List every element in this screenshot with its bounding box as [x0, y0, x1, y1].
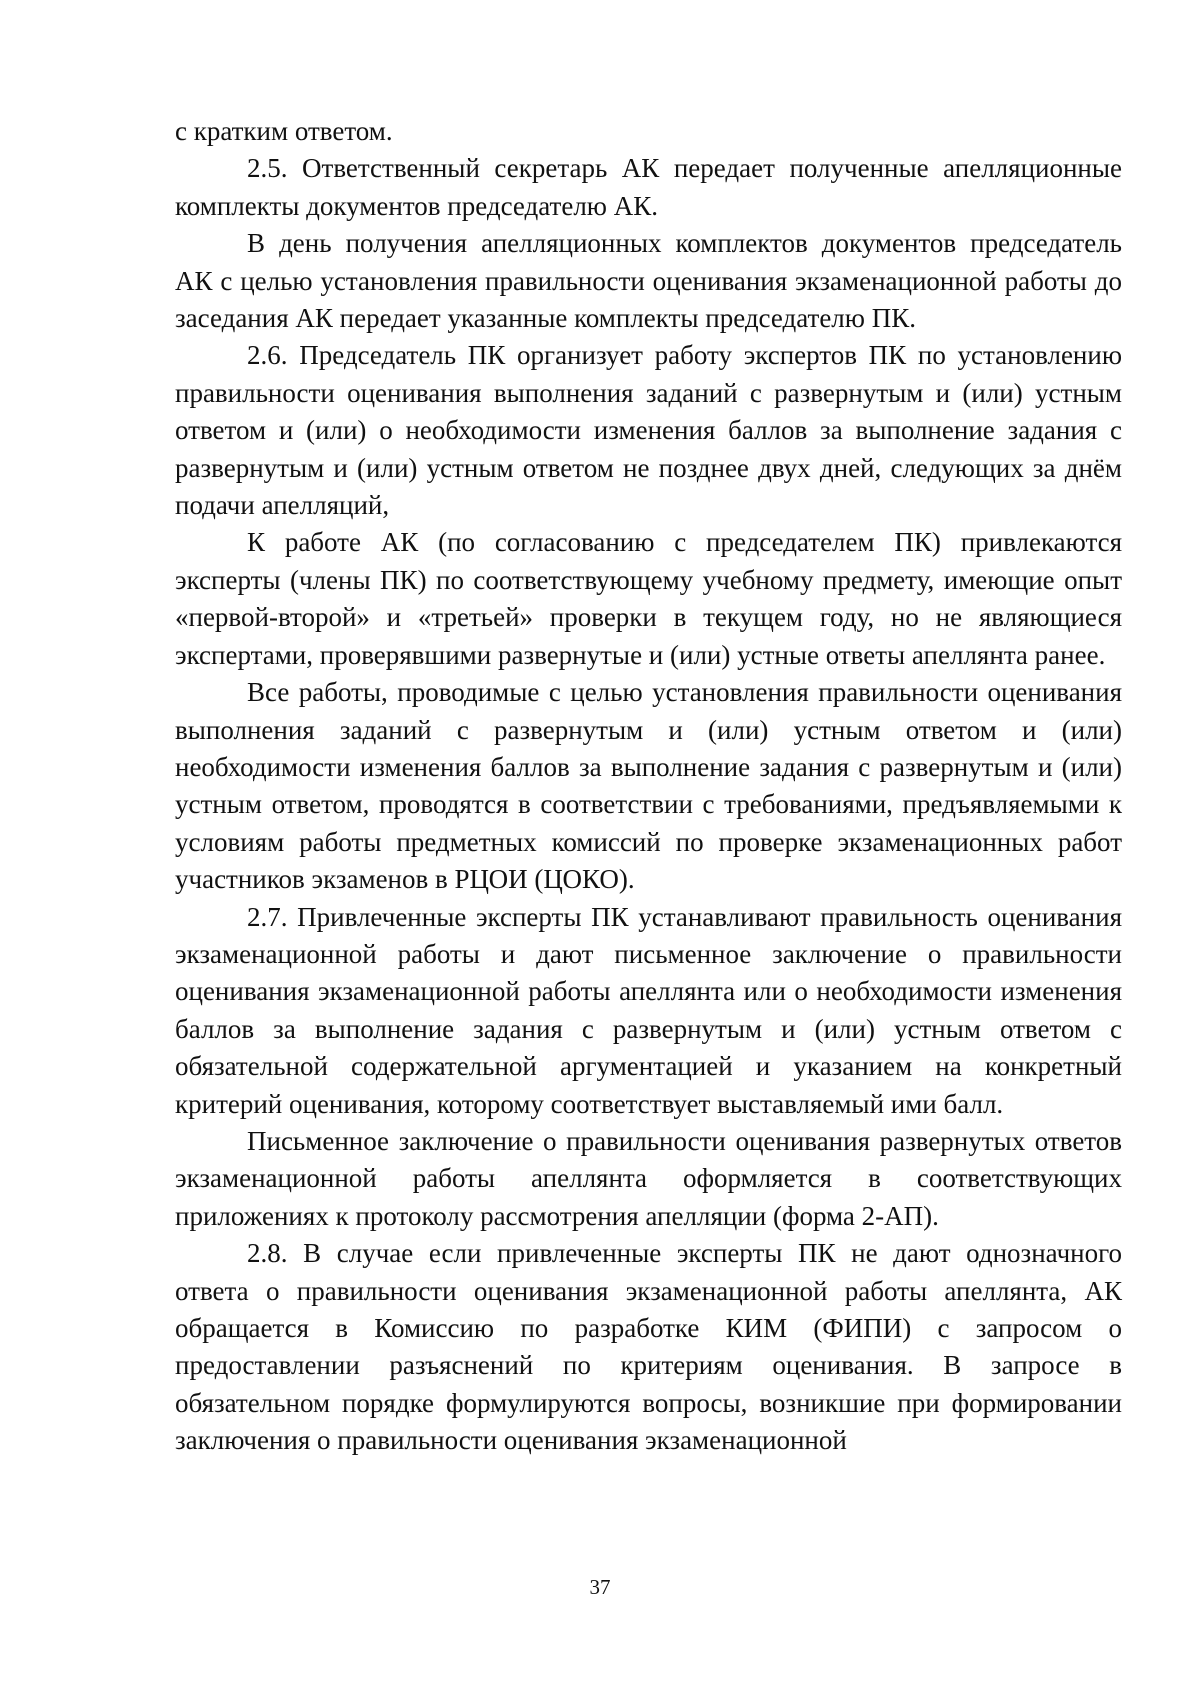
paragraph-2-7: 2.7. Привлеченные эксперты ПК устанавливают правильность оценивания экзаменационной работы и дают письменное заключение о правильности оценивания экзаменационной работы апеллянта или о необходимости изменения баллов за выполнение задания с развернутым и (или) устным ответом с обязательной содержательной аргументацией и указанием на конкретный критерий оценивания, которому соответствует выставляемый ими балл.	[175, 901, 1122, 1119]
page-number: 37	[589, 1575, 611, 1599]
paragraph-2-8: 2.8. В случае если привлеченные эксперты ПК не дают однозначного ответа о правильности оценивания экзаменационной работы апеллянта, АК обращается в Комиссию по разработке КИМ (ФИПИ) с запросом о предоставлении разъяснений по критериям оценивания. В запросе в обязательном порядке формулируются вопросы, возникшие при формировании заключения о правильности оценивания экзаменационной	[175, 1238, 1122, 1456]
paragraph-2-5-day-of-receipt: В день получения апелляционных комплектов документов председатель АК с целью установления правильности оценивания экзаменационной работы до заседания АК передает указанные комплекты председателю ПК.	[175, 228, 1122, 334]
paragraph-2-6-experts: К работе АК (по согласованию с председателем ПК) привлекаются эксперты (члены ПК) по соответствующему учебному предмету, имеющие опыт «первой-второй» и «третьей» проверки в текущем году, но не являющиеся экспертами, проверявшими развернутые и (или) устные ответы апеллянта ранее.	[175, 527, 1122, 670]
paragraph-2-6-requirements: Все работы, проводимые с целью установления правильности оценивания выполнения заданий с развернутым и (или) устным ответом и (или) необходимости изменения баллов за выполнение задания с развернутым и (или) устным ответом, проводятся в соответствии с требованиями, предъявляемыми к условиям работы предметных комиссий по проверке экзаменационных работ участников экзаменов в РЦОИ (ЦОКО).	[175, 677, 1122, 895]
body-text	[175, 113, 1122, 1460]
paragraph-continuation: с кратким ответом.	[175, 116, 393, 146]
paragraph-2-6: 2.6. Председатель ПК организует работу экспертов ПК по установлению правильности оценивания выполнения заданий с развернутым и (или) устным ответом и (или) о необходимости изменения баллов за выполнение задания с развернутым и (или) устным ответом не позднее двух дней, следующих за днём подачи апелляций,	[175, 340, 1122, 521]
paragraph-2-5: 2.5. Ответственный секретарь АК передает полученные апелляционные комплекты документов председателю АК.	[175, 153, 1122, 221]
paragraph-2-7-written-conclusion: Письменное заключение о правильности оценивания развернутых ответов экзаменационной работы апеллянта оформляется в соответствующих приложениях к протоколу рассмотрения апелляции (форма 2-АП).	[175, 1125, 1122, 1231]
